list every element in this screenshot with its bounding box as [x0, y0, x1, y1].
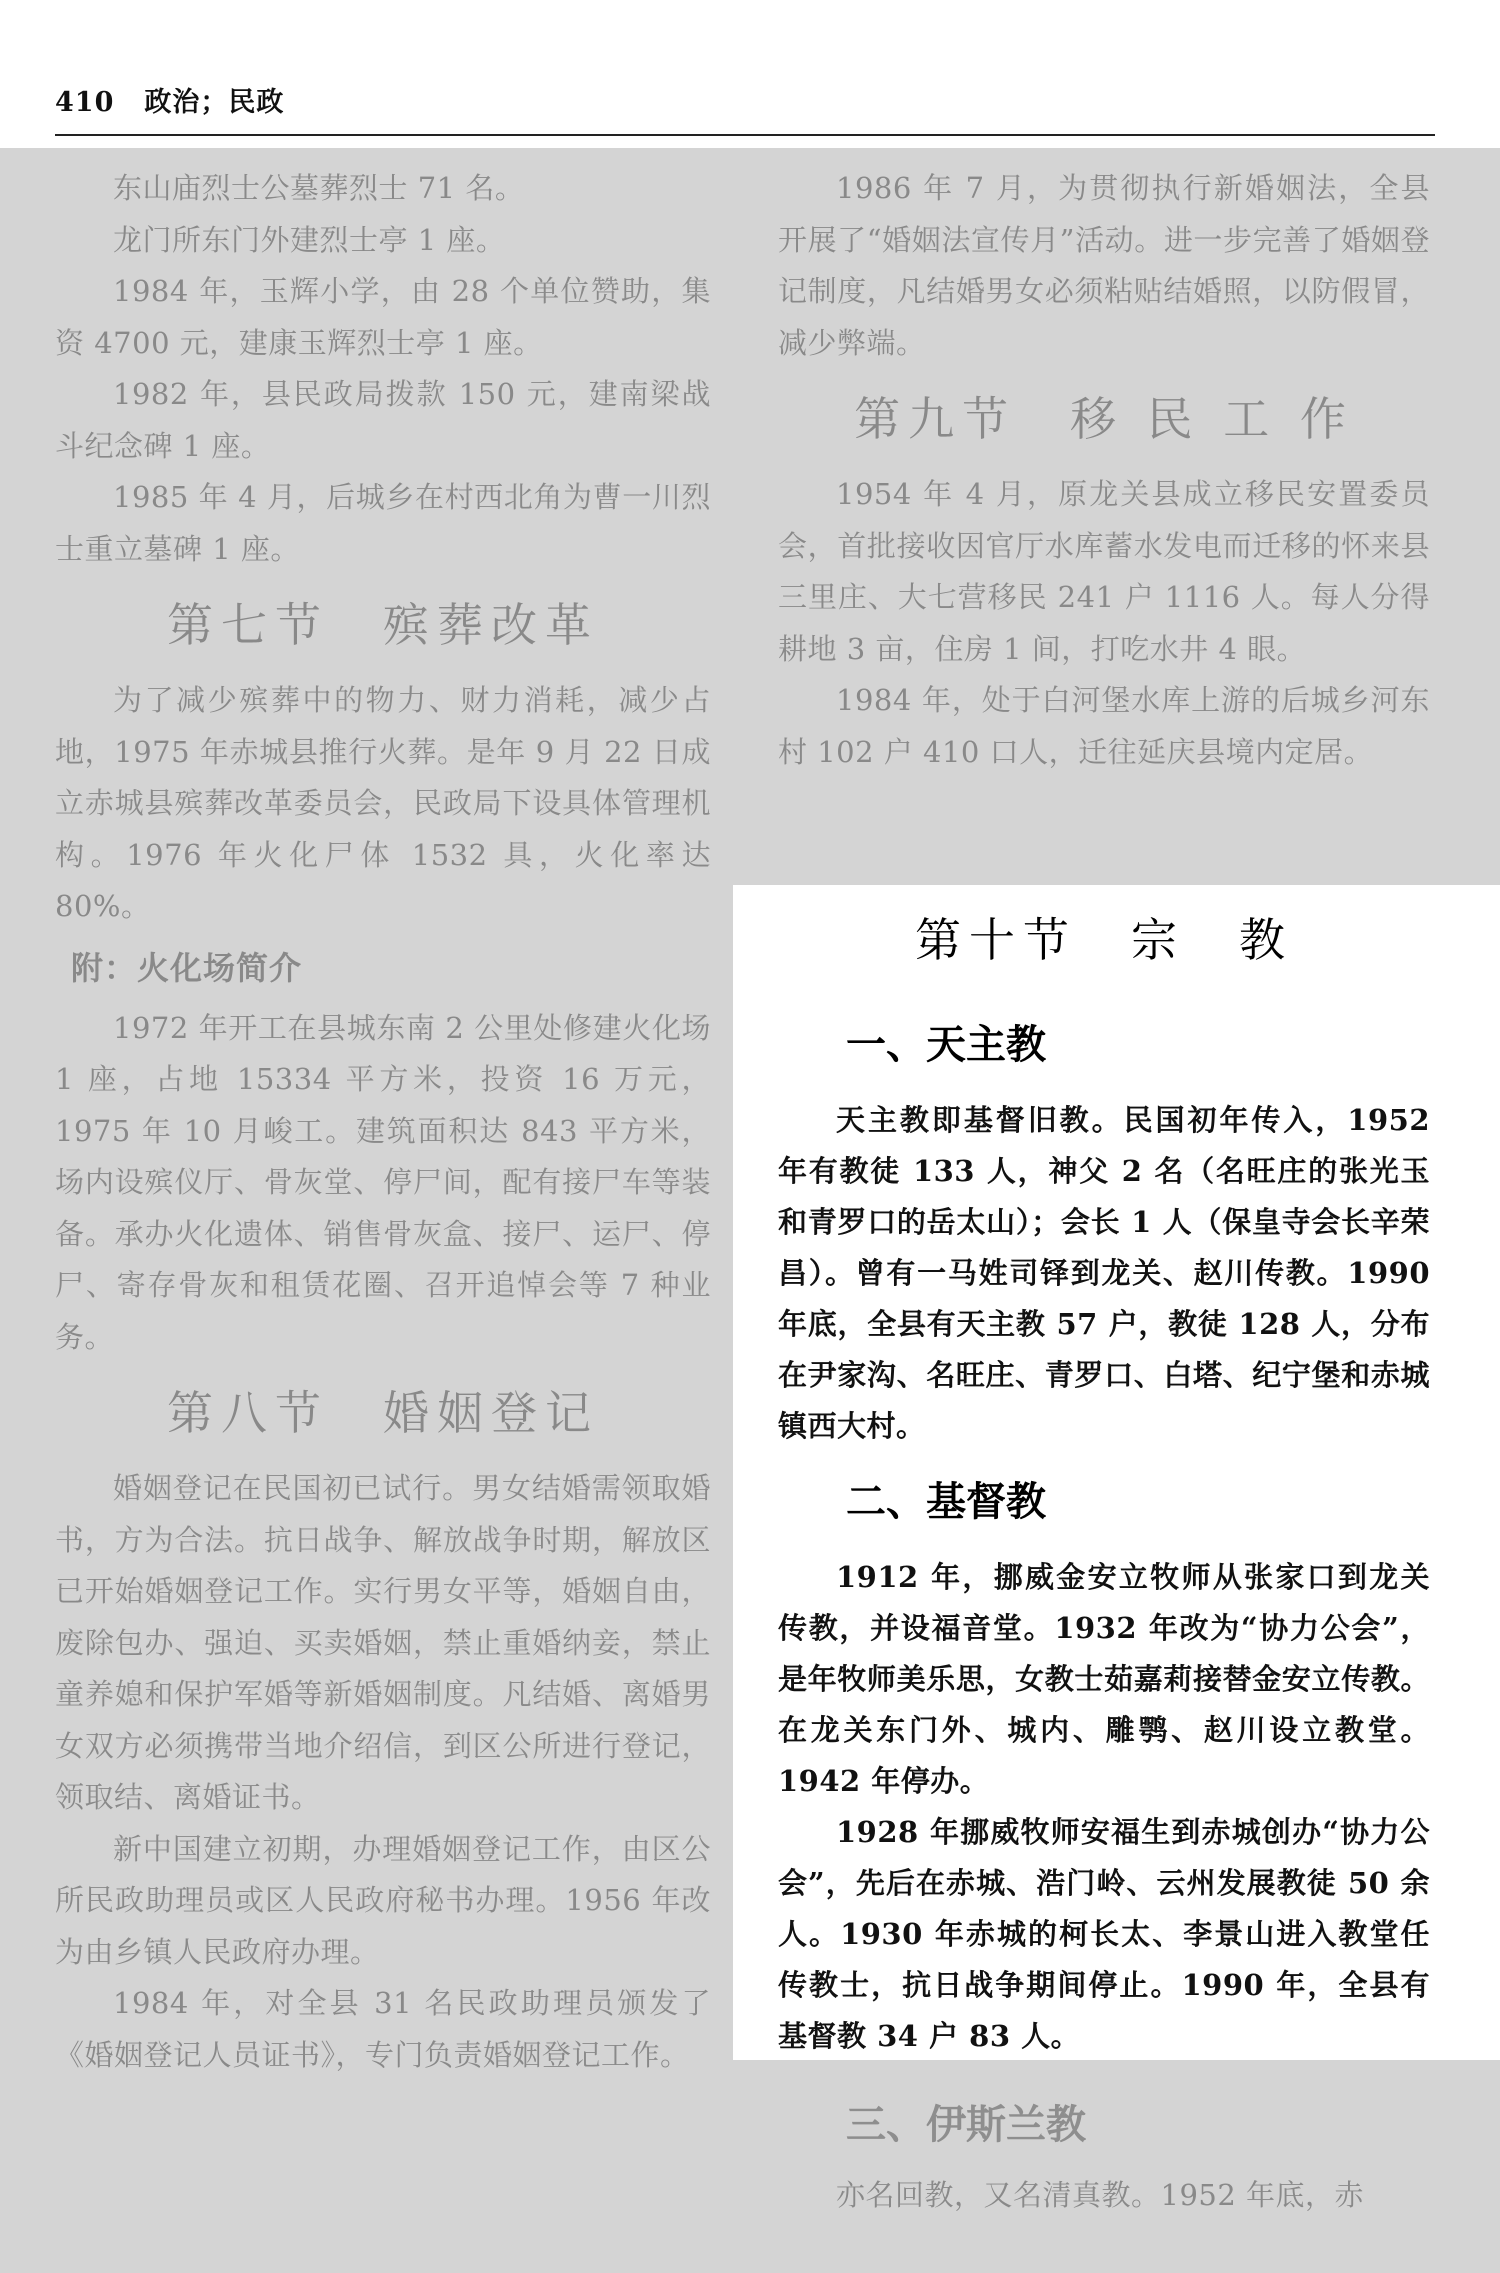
islam-title: 三、伊斯兰教 [846, 2101, 1086, 2148]
page-header [55, 78, 1435, 128]
left-column [0, 148, 733, 2273]
header-section: 政治；民政 [144, 87, 285, 118]
page-number: 410 [55, 87, 115, 118]
paragraph: 1984 年，玉辉小学，由 28 个单位赞助，集资 4700 元，建康玉辉烈士亭 1 座。 [55, 274, 711, 360]
paragraph: 1982 年，县民政局拨款 150 元，建南梁战斗纪念碑 1 座。 [55, 377, 711, 463]
section-8-title: 第八节 婚姻登记 [167, 1386, 599, 1440]
christian-title: 二、基督教 [846, 1478, 1046, 1525]
paragraph: 1912 年，挪威金安立牧师从张家口到龙关传教，并设福音堂。1932 年改为“协力公会”，是年牧师美乐思，女教士茹嘉莉接替金安立传教。在龙关东门外、城内、雕鹗、赵川设立教堂。1942 年停办。 [778, 1560, 1430, 1798]
paragraph: 1985 年 4 月，后城乡在村西北角为曹一川烈士重立墓碑 1 座。 [55, 480, 711, 566]
paragraph: 天主教即基督旧教。民国初年传入，1952 年有教徒 133 人，神父 2 名（名旺庄的张光玉和青罗口的岳太山）；会长 1 人（保皇寺会长辛荣昌）。曾有一马姓司铎到龙关、赵川传教。1990 年底，全县有天主教 57 户，教徒 128 人，分布在尹家沟、名旺庄、青罗口、白塔、纪宁堡和赤城镇西大村。 [778, 1103, 1430, 1443]
paragraph: 龙门所东门外建烈士亭 1 座。 [113, 222, 506, 257]
section-10-title: 第十节 宗 教 [915, 913, 1293, 967]
section-9-title: 第九节 移 民 工 作 [854, 392, 1354, 446]
paragraph: 婚姻登记在民国初已试行。男女结婚需领取婚书，方为合法。抗日战争、解放战争时期，解放区已开始婚姻登记工作。实行男女平等，婚姻自由，废除包办、强迫、买卖婚姻，禁止重婚纳妾，禁止童养媳和保护军婚等新婚姻制度。凡结婚、离婚男女双方必须携带当地介绍信，到区公所进行登记，领取结、离婚证书。 [55, 1471, 711, 1814]
paragraph: 1984 年，对全县 31 名民政助理员颁发了《婚姻登记人员证书》，专门负责婚姻登记工作。 [55, 1986, 711, 2072]
paragraph: 亦名回教，又名清真教。1952 年底，赤 [836, 2178, 1365, 2212]
paragraph: 1954 年 4 月，原龙关县成立移民安置委员会，首批接收因官厅水库蓄水发电而迁移的怀来县三里庄、大七营移民 241 户 1116 人。每人分得耕地 3 亩，住房 1 间，打吃水井 4 眼。 [778, 477, 1430, 666]
paragraph: 1972 年开工在县城东南 2 公里处修建火化场 1 座，占地 15334 平方米，投资 16 万元，1975 年 10 月峻工。建筑面积达 843 平方米，场内设殡仪厅、骨灰堂、停尸间，配有接尸车等装备。承办火化遗体、销售骨灰盒、接尸、运尸、停尸、寄存骨灰和租赁花圈、召开追悼会等 7 种业务。 [55, 1010, 711, 1354]
paragraph: 1984 年，处于白河堡水库上游的后城乡河东村 102 户 410 口人，迁往延庆县境内定居。 [778, 683, 1430, 769]
section-7-title: 第七节 殡葬改革 [167, 598, 599, 652]
paragraph: 1986 年 7 月，为贯彻执行新婚姻法，全县开展了“婚姻法宣传月”活动。进一步完善了婚姻登记制度，凡结婚男女必须粘贴结婚照，以防假冒，减少弊端。 [778, 171, 1430, 360]
paragraph: 为了减少殡葬中的物力、财力消耗，减少占地，1975 年赤城县推行火葬。是年 9 月 22 日成立赤城县殡葬改革委员会，民政局下设具体管理机构。1976 年火化尸体 1532 具，火化率达 80%。 [55, 683, 711, 923]
catholic-title: 一、天主教 [846, 1021, 1046, 1068]
paragraph: 新中国建立初期，办理婚姻登记工作，由区公所民政助理员或区人民政府秘书办理。1956 年改为由乡镇人民政府办理。 [55, 1831, 711, 1969]
header-rule [55, 134, 1435, 136]
paragraph: 东山庙烈士公墓葬烈士 71 名。 [113, 171, 525, 205]
appendix-title: 附：火化场简介 [71, 948, 303, 987]
religion-section-highlight [733, 885, 1500, 2060]
right-column-bottom [733, 2060, 1500, 2273]
paragraph: 1928 年挪威牧师安福生到赤城创办“协力公会”，先后在赤城、浩门岭、云州发展教徒 50 余人。1930 年赤城的柯长太、李景山进入教堂任传教士，抗日战争期间停止。1990 年，全县有基督教 34 户 83 人。 [778, 1815, 1430, 2053]
right-column-top [733, 148, 1500, 885]
